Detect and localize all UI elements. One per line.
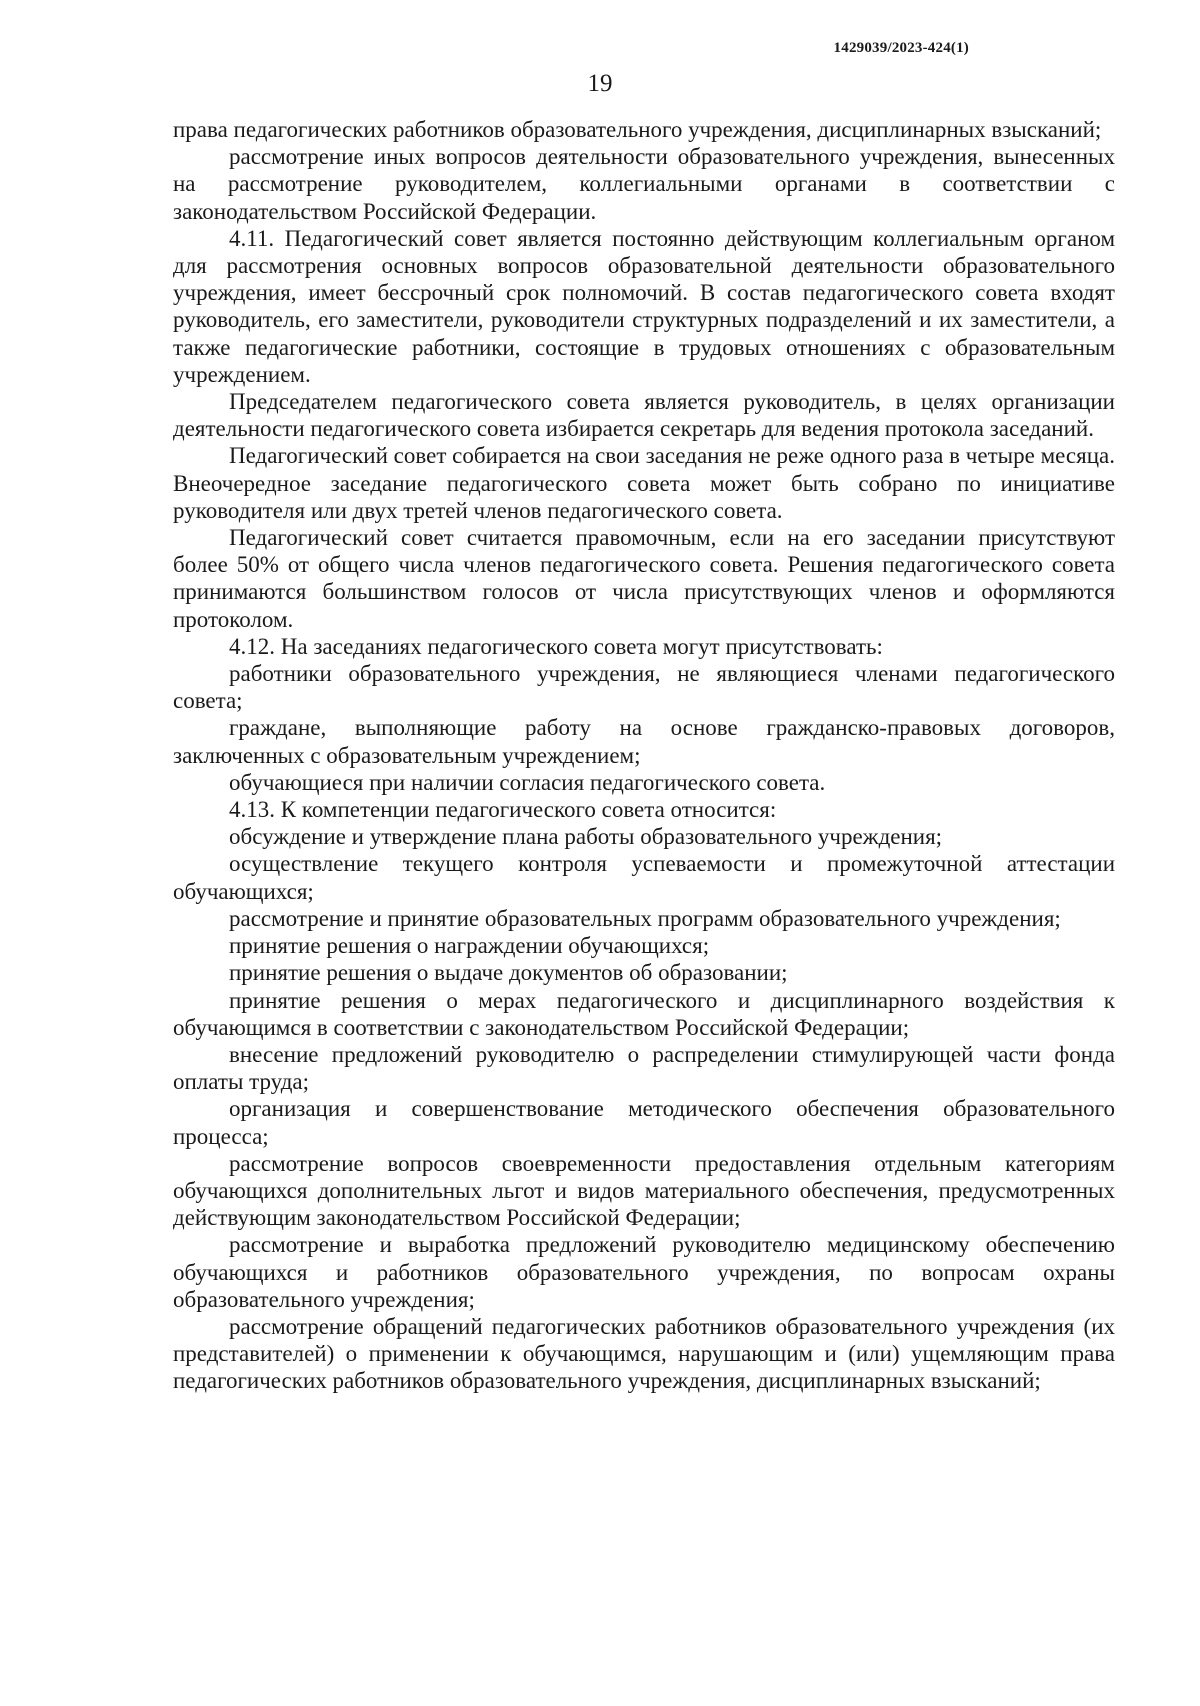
paragraph: рассмотрение обращений педагогических работников образовательного учреждения (их представителей) о применении к обучающимся, нарушающим и (или) ущемляющим права педагогических работников образовательного учреждения, дисциплинарных взысканий; (173, 1313, 1115, 1394)
paragraph: рассмотрение вопросов своевременности предоставления отдельным категориям обучающихся дополнительных льгот и видов материального обеспечения, предусмотренных действующим законодательством Российской Федерации; (173, 1150, 1115, 1231)
paragraph: 4.12. На заседаниях педагогического совета могут присутствовать: (229, 633, 883, 659)
paragraph: организация и совершенствование методического обеспечения образовательного процесса; (173, 1096, 1115, 1149)
paragraph: права педагогических работников образовательного учреждения, дисциплинарных взысканий; (173, 117, 1102, 142)
paragraph: рассмотрение и принятие образовательных программ образовательного учреждения; (229, 905, 1061, 931)
paragraph: Председателем педагогического совета является руководитель, в целях организации деятельности педагогического совета избирается секретарь для ведения протокола заседаний. (173, 389, 1115, 442)
paragraph: работники образовательного учреждения, не являющиеся членами педагогического совета; (173, 661, 1115, 714)
paragraph: принятие решения о выдаче документов об образовании; (229, 960, 788, 986)
page-number: 19 (587, 70, 613, 97)
paragraph: принятие решения о награждении обучающихся; (229, 933, 710, 959)
document-body (173, 116, 1115, 1395)
paragraph: рассмотрение и выработка предложений руководителю медицинскому обеспечению обучающихся и работников образовательного учреждения, по вопросам охраны образовательного учреждения; (173, 1232, 1115, 1312)
paragraph: принятие решения о мерах педагогического и дисциплинарного воздействия к обучающимся в соответствии с законодательством Российской Федерации; (173, 987, 1115, 1040)
document-registration-number: 1429039/2023-424(1) (833, 40, 969, 56)
paragraph: обучающиеся при наличии согласия педагогического совета. (229, 769, 826, 795)
paragraph: граждане, выполняющие работу на основе гражданско-правовых договоров, заключенных с образовательным учреждением; (173, 715, 1115, 768)
paragraph: обсуждение и утверждение плана работы образовательного учреждения; (229, 824, 943, 850)
paragraph: 4.11. Педагогический совет является постоянно действующим коллегиальным органом для рассмотрения основных вопросов образовательной деятельности образовательного учреждения, имеет бессрочный срок полномочий. В состав педагогического совета входят руководитель, его заместители, руководители структурных подразделений и их заместители, а также педагогические работники, состоящие в трудовых отношениях с образовательным учреждением. (173, 225, 1115, 387)
paragraph: внесение предложений руководителю о распределении стимулирующей части фонда оплаты труда; (173, 1041, 1115, 1095)
paragraph: 4.13. К компетенции педагогического совета относится: (229, 797, 777, 823)
paragraph: Педагогический совет считается правомочным, если на его заседании присутствуют более 50% от общего числа членов педагогического совета. Решения педагогического совета принимаются большинством голосов от числа присутствующих членов и оформляются протоколом. (173, 525, 1115, 632)
paragraph: рассмотрение иных вопросов деятельности образовательного учреждения, вынесенных на рассмотрение руководителем, коллегиальными органами в соответствии с законодательством Российской Федерации. (173, 144, 1115, 224)
paragraph: Педагогический совет собирается на свои заседания не реже одного раза в четыре месяца. Внеочередное заседание педагогического совета может быть собрано по инициативе руководителя или двух третей членов педагогического совета. (173, 443, 1115, 523)
paragraph: осуществление текущего контроля успеваемости и промежуточной аттестации обучающихся; (173, 851, 1115, 904)
